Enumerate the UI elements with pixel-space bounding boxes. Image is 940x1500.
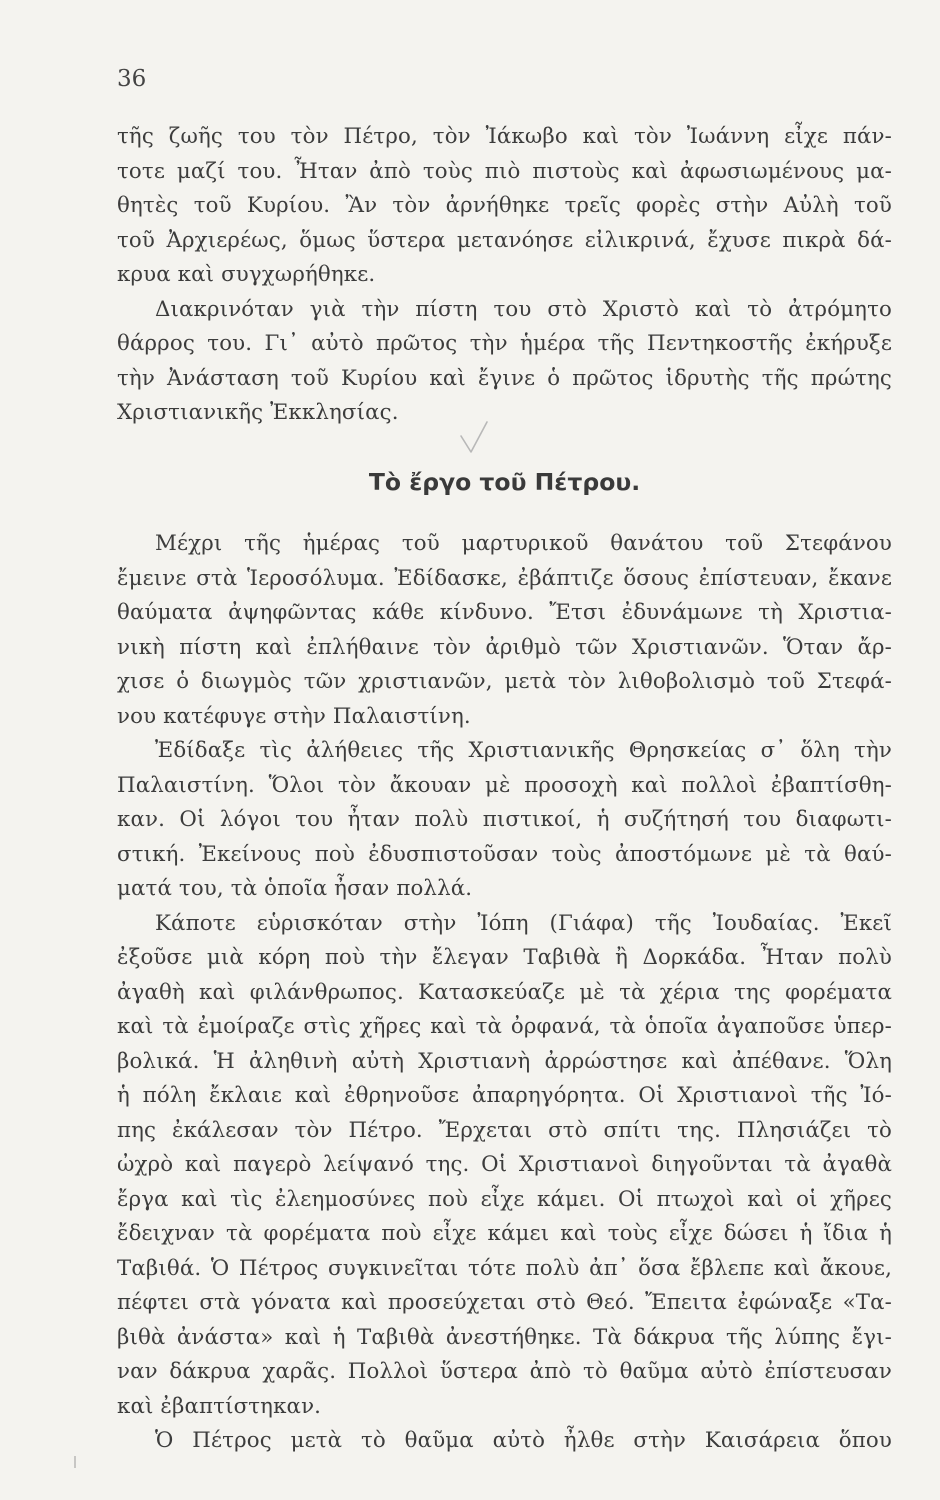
- text-line: πέφτει στὰ γόνατα καὶ προσεύχεται στὸ Θεό. Ἔπειτα ἐφώναξε «Τα-: [117, 1290, 892, 1315]
- text-line: νικὴ πίστη καὶ ἐπλήθαινε τὸν ἀριθμὸ τῶν Χριστιανῶν. Ὅταν ἄρ-: [117, 634, 892, 660]
- text-line: ματά του, τὰ ὁποῖα ἦσαν πολλά.: [117, 876, 473, 901]
- text-line: ἀγαθὴ καὶ φιλάνθρωπος. Κατασκεύαζε μὲ τὰ χέρια της φορέματα: [117, 979, 892, 1005]
- text-line: Χριστιανικῆς Ἐκκλησίας.: [117, 400, 399, 425]
- text-line: Παλαιστίνη. Ὅλοι τὸν ἄκουαν μὲ προσοχὴ καὶ πολλοὶ ἐβαπτίσθη-: [117, 772, 892, 798]
- text-line: ἔμεινε στὰ Ἱεροσόλυμα. Ἐδίδασκε, ἐβάπτιζε ὅσους ἐπίστευαν, ἔκανε: [117, 565, 892, 591]
- text-line: στική. Ἐκείνους ποὺ ἐδυσπιστοῦσαν τοὺς ἀποστόμωνε μὲ τὰ θαύ-: [117, 841, 892, 867]
- text-line: ἡ πόλη ἔκλαιε καὶ ἐθρηνοῦσε ἀπαρηγόρητα. Οἱ Χριστιανοὶ τῆς Ἰό-: [117, 1083, 892, 1108]
- text-line: βολικά. Ἡ ἀληθινὴ αὐτὴ Χριστιανὴ ἀρρώστησε καὶ ἀπέθανε. Ὅλη: [117, 1048, 892, 1074]
- margin-speck: [72, 1455, 78, 1469]
- text-line: θάρρος του. Γι᾽ αὐτὸ πρῶτος τὴν ἡμέρα τῆς Πεντηκοστῆς ἐκήρυξε: [117, 331, 892, 356]
- text-line: χισε ὁ διωγμὸς τῶν χριστιανῶν, μετὰ τὸν λιθοβολισμὸ τοῦ Στεφά-: [117, 669, 892, 694]
- text-line: Ταβιθά. Ὁ Πέτρος συγκινεῖται τότε πολὺ ἀπ᾽ ὅσα ἔβλεπε καὶ ἄκουε,: [117, 1255, 892, 1281]
- text-line: καὶ τὰ ἐμοίραζε στὶς χῆρες καὶ τὰ ὀρφανά, τὰ ὁποῖα ἀγαποῦσε ὑπερ-: [117, 1014, 892, 1039]
- text-line: νου κατέφυγε στὴν Παλαιστίνη.: [117, 703, 471, 729]
- pencil-check-mark: [455, 418, 495, 458]
- text-line: καὶ ἐβαπτίστηκαν.: [117, 1393, 322, 1419]
- text-line: τῆς ζωῆς του τὸν Πέτρο, τὸν Ἰάκωβο καὶ τὸν Ἰωάννη εἶχε πάν-: [117, 124, 892, 149]
- text-line: τοτε μαζί του. Ἦταν ἀπὸ τοὺς πιὸ πιστοὺς καὶ ἀφωσιωμένους μα-: [117, 158, 892, 184]
- text-line: τὴν Ἀνάσταση τοῦ Κυρίου καὶ ἔγινε ὁ πρῶτος ἱδρυτὴς τῆς πρώτης: [117, 365, 892, 391]
- text-line: ἔδειχναν τὰ φορέματα ποὺ εἶχε κάμει καὶ τοὺς εἶχε δώσει ἡ ἴδια ἡ: [117, 1221, 892, 1246]
- section-heading: Τὸ ἔργο τοῦ Πέτρου.: [368, 468, 641, 496]
- text-line: ὠχρὸ καὶ παγερὸ λείψανό της. Οἱ Χριστιανοὶ διηγοῦνται τὰ ἀγαθὰ: [117, 1152, 892, 1177]
- text-line: Διακρινόταν γιὰ τὴν πίστη του στὸ Χριστὸ καὶ τὸ ἀτρόμητο: [155, 296, 892, 322]
- text-line: κρυα καὶ συγχωρήθηκε.: [117, 262, 376, 287]
- text-line: Κάποτε εὑρισκόταν στὴν Ἰόπη (Γιάφα) τῆς Ἰουδαίας. Ἐκεῖ: [155, 910, 892, 936]
- text-line: βιθὰ ἀνάστα» καὶ ἡ Ταβιθὰ ἀνεστήθηκε. Τὰ δάκρυα τῆς λύπης ἔγι-: [117, 1324, 892, 1350]
- text-line: τοῦ Ἀρχιερέως, ὅμως ὕστερα μετανόησε εἰλικρινά, ἔχυσε πικρὰ δά-: [117, 227, 892, 253]
- text-line: πης ἐκάλεσαν τὸν Πέτρο. Ἔρχεται στὸ σπίτι της. Πλησιάζει τὸ: [117, 1117, 892, 1143]
- text-line: ναν δάκρυα χαρᾶς. Πολλοὶ ὕστερα ἀπὸ τὸ θαῦμα αὐτὸ ἐπίστευσαν: [117, 1359, 892, 1384]
- text-line: Ὁ Πέτρος μετὰ τὸ θαῦμα αὐτὸ ἦλθε στὴν Καισάρεια ὅπου: [155, 1428, 892, 1453]
- text-line: θαύματα ἀψηφῶντας κάθε κίνδυνο. Ἔτσι ἐδυνάμωνε τὴ Χριστια-: [117, 600, 892, 625]
- text-line: ἔργα καὶ τὶς ἐλεημοσύνες ποὺ εἶχε κάμει. Οἱ πτωχοὶ καὶ οἱ χῆρες: [117, 1186, 892, 1212]
- text-line: καν. Οἱ λόγοι του ἦταν πολὺ πιστικοί, ἡ συζήτησή του διαφωτι-: [117, 807, 892, 832]
- text-line: θητὲς τοῦ Κυρίου. Ἂν τὸν ἀρνήθηκε τρεῖς φορὲς στὴν Αὐλὴ τοῦ: [117, 193, 892, 218]
- text-line: ἐξοῦσε μιὰ κόρη ποὺ τὴν ἔλεγαν Ταβιθὰ ἢ Δορκάδα. Ἦταν πολὺ: [117, 945, 892, 970]
- page-number: 36: [117, 66, 147, 92]
- text-line: Μέχρι τῆς ἡμέρας τοῦ μαρτυρικοῦ θανάτου τοῦ Στεφάνου: [155, 531, 892, 556]
- text-line: Ἐδίδαξε τὶς ἀλήθειες τῆς Χριστιανικῆς Θρησκείας σ᾽ ὅλη τὴν: [155, 738, 892, 763]
